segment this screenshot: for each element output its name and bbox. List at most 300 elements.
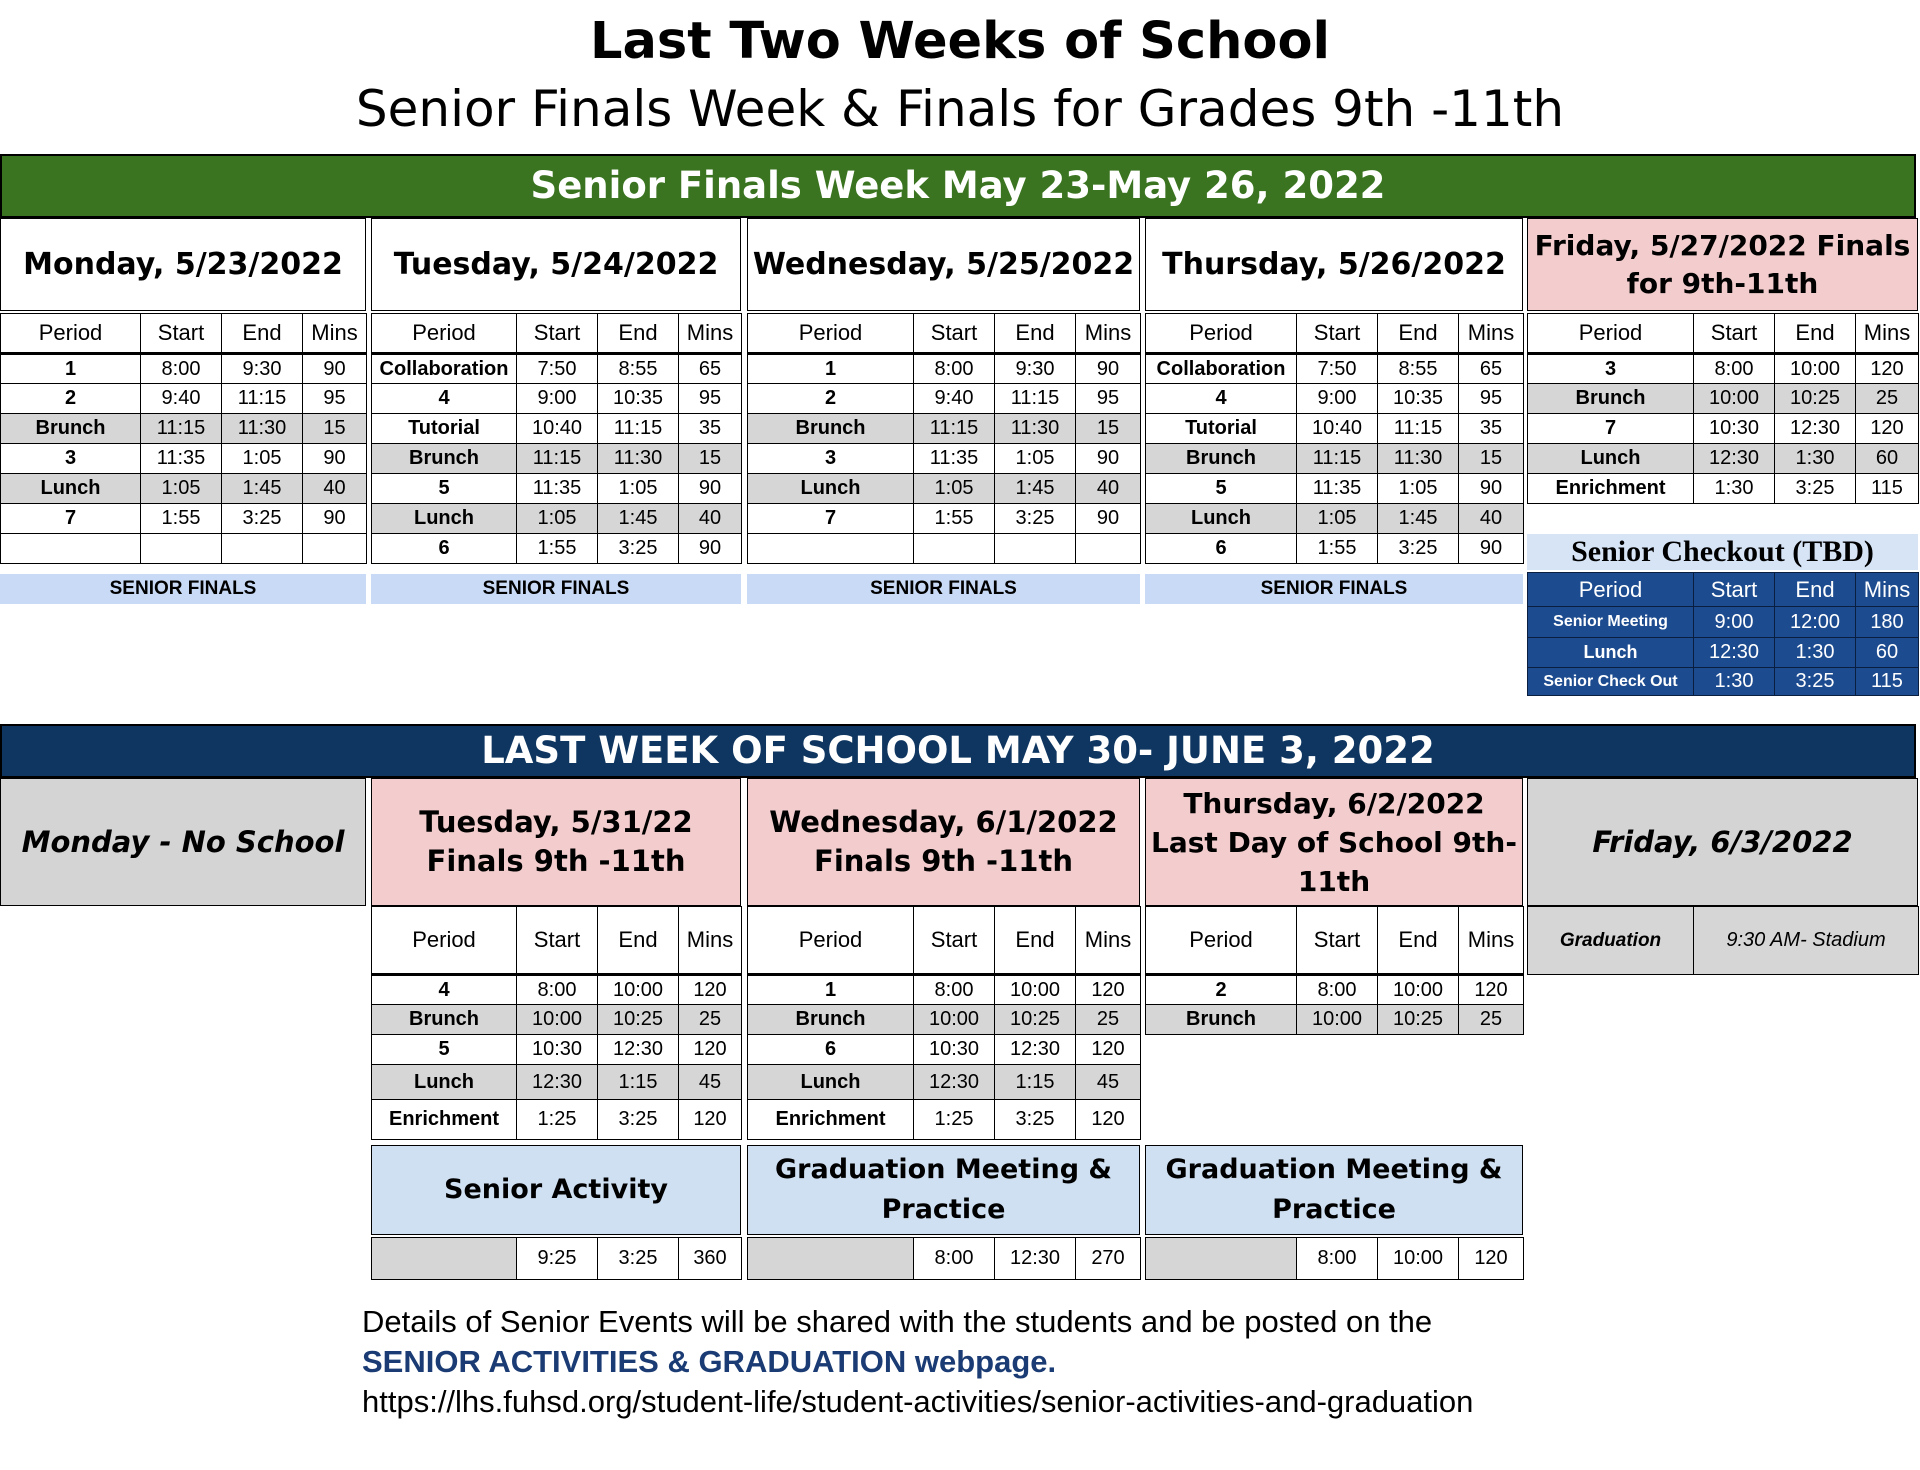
cell-start: 11:15 <box>1297 444 1378 474</box>
cell-period: 1 <box>748 354 914 384</box>
column-header-row <box>748 314 1141 354</box>
cell-end: 12:30 <box>598 1035 679 1065</box>
checkout-cell: Senior Meeting <box>1528 607 1694 638</box>
cell-period: Enrichment <box>748 1100 914 1140</box>
thursday-6-2-table <box>1145 906 1524 1035</box>
cell-period: 5 <box>372 1035 517 1065</box>
schedule-row <box>372 504 742 534</box>
schedule-row <box>1146 414 1524 444</box>
cell-mins: 65 <box>1459 354 1524 384</box>
cell-period: Enrichment <box>372 1100 517 1140</box>
cell-start: 1:55 <box>141 504 222 534</box>
cell-period: Brunch <box>372 444 517 474</box>
cell-mins: 40 <box>679 504 742 534</box>
cell-end: 1:45 <box>995 474 1076 504</box>
schedule-row <box>1146 504 1524 534</box>
cell-period: Collaboration <box>372 354 517 384</box>
cell-start: 9:40 <box>141 384 222 414</box>
cell-end: 11:15 <box>1378 414 1459 444</box>
wednesday-graduation-meeting-box <box>747 1145 1140 1235</box>
cell-end: 10:00 <box>598 975 679 1005</box>
cell-end: 1:05 <box>222 444 303 474</box>
cell-end: 10:35 <box>598 384 679 414</box>
cell-period: 2 <box>748 384 914 414</box>
cell-mins: 90 <box>303 354 367 384</box>
cell-period: Brunch <box>372 1005 517 1035</box>
cell-end: 3:25 <box>1378 534 1459 564</box>
col-header-mins: Mins <box>1856 314 1919 354</box>
cell-start: 8:00 <box>1694 354 1775 384</box>
thursday-5-26-header <box>1145 218 1523 311</box>
schedule-row <box>372 384 742 414</box>
activity-cell: 8:00 <box>1297 1238 1378 1280</box>
thursday-graduation-meeting-line1: Graduation Meeting & <box>1165 1154 1503 1185</box>
cell-period: Lunch <box>1528 444 1694 474</box>
cell-period <box>1 534 141 564</box>
cell-mins: 95 <box>1076 384 1141 414</box>
monday-senior-finals-label: SENIOR FINALS <box>0 574 366 604</box>
checkout-col-period: Period <box>1528 573 1694 607</box>
cell-end: 3:25 <box>598 534 679 564</box>
tuesday-senior-finals-label: SENIOR FINALS <box>371 574 741 604</box>
cell-start: 10:00 <box>517 1005 598 1035</box>
cell-start: 10:30 <box>517 1035 598 1065</box>
thursday-6-2-header <box>1145 778 1523 906</box>
cell-start: 11:35 <box>1297 474 1378 504</box>
cell-start: 1:05 <box>914 474 995 504</box>
cell-start: 8:00 <box>1297 975 1378 1005</box>
cell-period: Brunch <box>748 414 914 444</box>
schedule-row <box>1 414 367 444</box>
cell-start: 1:25 <box>914 1100 995 1140</box>
cell-period: 6 <box>372 534 517 564</box>
friday-5-27-header <box>1527 218 1918 311</box>
page-subtitle: Senior Finals Week & Finals for Grades 9th -11th <box>355 80 1565 138</box>
cell-period: Lunch <box>748 1065 914 1100</box>
activity-cell <box>748 1238 914 1280</box>
monday-no-school-header <box>0 778 366 906</box>
cell-mins: 15 <box>303 414 367 444</box>
cell-start: 8:00 <box>914 975 995 1005</box>
schedule-row <box>748 504 1141 534</box>
schedule-row <box>1528 444 1919 474</box>
cell-period: Lunch <box>1 474 141 504</box>
cell-end: 10:00 <box>1378 975 1459 1005</box>
thursday-5-26-table <box>1145 313 1524 564</box>
column-header-row <box>748 907 1141 975</box>
col-header-period: Period <box>372 314 517 354</box>
friday-6-3-title: Friday, 6/3/2022 <box>1592 825 1853 859</box>
cell-end: 3:25 <box>995 504 1076 534</box>
cell-mins: 95 <box>303 384 367 414</box>
schedule-row <box>372 354 742 384</box>
cell-mins: 60 <box>1856 444 1919 474</box>
cell-end: 12:30 <box>995 1035 1076 1065</box>
activity-cell: 12:30 <box>995 1238 1076 1280</box>
cell-end: 11:30 <box>598 444 679 474</box>
cell-mins: 120 <box>1856 414 1919 444</box>
cell-period: 7 <box>1528 414 1694 444</box>
cell-mins: 90 <box>679 534 742 564</box>
cell-start: 1:05 <box>1297 504 1378 534</box>
schedule-row <box>372 975 742 1005</box>
checkout-cell: 115 <box>1856 668 1919 696</box>
schedule-row <box>372 1100 742 1140</box>
monday-no-school-title: Monday - No School <box>21 825 345 859</box>
cell-start: 10:40 <box>1297 414 1378 444</box>
activity-cell: 270 <box>1076 1238 1141 1280</box>
cell-mins: 35 <box>1459 414 1524 444</box>
schedule-row <box>1 474 367 504</box>
wednesday-graduation-meeting-line1: Graduation Meeting & <box>775 1154 1112 1185</box>
col-header-end: End <box>1378 314 1459 354</box>
cell-start: 10:40 <box>517 414 598 444</box>
col-header-end: End <box>995 907 1076 975</box>
cell-mins: 90 <box>1076 504 1141 534</box>
schedule-row <box>1146 354 1524 384</box>
cell-mins: 15 <box>1076 414 1141 444</box>
cell-mins <box>303 534 367 564</box>
cell-end: 11:15 <box>598 414 679 444</box>
cell-mins <box>1076 534 1141 564</box>
cell-end: 10:25 <box>1775 384 1856 414</box>
cell-mins: 40 <box>303 474 367 504</box>
col-header-start: Start <box>1694 314 1775 354</box>
cell-period: 6 <box>748 1035 914 1065</box>
cell-mins: 95 <box>679 384 742 414</box>
cell-end: 10:25 <box>598 1005 679 1035</box>
col-header-mins: Mins <box>1459 907 1524 975</box>
col-header-period: Period <box>1146 314 1297 354</box>
schedule-row <box>1146 975 1524 1005</box>
col-header-start: Start <box>914 314 995 354</box>
cell-mins: 25 <box>679 1005 742 1035</box>
activity-cell: 360 <box>679 1238 742 1280</box>
cell-start: 12:30 <box>517 1065 598 1100</box>
cell-start: 1:55 <box>914 504 995 534</box>
checkout-row <box>1528 668 1919 696</box>
col-header-start: Start <box>1297 907 1378 975</box>
cell-start <box>141 534 222 564</box>
schedule-row <box>1528 474 1919 504</box>
wednesday-senior-finals-label: SENIOR FINALS <box>747 574 1140 604</box>
schedule-row <box>1528 354 1919 384</box>
activity-cell: 9:25 <box>517 1238 598 1280</box>
col-header-period: Period <box>1146 907 1297 975</box>
cell-start: 8:00 <box>141 354 222 384</box>
schedule-row <box>748 1065 1141 1100</box>
cell-mins: 25 <box>1856 384 1919 414</box>
schedule-row <box>372 534 742 564</box>
activity-cell: 120 <box>1459 1238 1524 1280</box>
schedule-row <box>748 534 1141 564</box>
thursday-graduation-meeting-box <box>1145 1145 1523 1235</box>
wednesday-6-1-title-line2: Finals 9th -11th <box>814 844 1073 878</box>
cell-period: Lunch <box>1146 504 1297 534</box>
cell-period: 4 <box>372 975 517 1005</box>
friday-6-3-header <box>1527 778 1918 906</box>
wednesday-graduation-meeting-line2: Practice <box>881 1194 1006 1225</box>
friday-5-27-title-line1: Friday, 5/27/2022 Finals <box>1534 228 1911 262</box>
schedule-row <box>1146 1005 1524 1035</box>
monday-5-23-table <box>0 313 367 564</box>
cell-mins: 45 <box>1076 1065 1141 1100</box>
footer-url[interactable]: https://lhs.fuhsd.org/student-life/student-activities/senior-activities-and-graduation <box>362 1384 1474 1419</box>
checkout-cell: Lunch <box>1528 638 1694 668</box>
checkout-col-start: Start <box>1694 573 1775 607</box>
checkout-cell: 180 <box>1856 607 1919 638</box>
cell-start: 8:00 <box>517 975 598 1005</box>
col-header-end: End <box>1378 907 1459 975</box>
cell-start: 9:40 <box>914 384 995 414</box>
cell-start: 10:30 <box>914 1035 995 1065</box>
col-header-start: Start <box>914 907 995 975</box>
checkout-cell: 3:25 <box>1775 668 1856 696</box>
cell-end: 11:30 <box>1378 444 1459 474</box>
cell-period: Tutorial <box>372 414 517 444</box>
activity-cell: 8:00 <box>914 1238 995 1280</box>
cell-period: Enrichment <box>1528 474 1694 504</box>
cell-mins: 65 <box>679 354 742 384</box>
checkout-cell: 60 <box>1856 638 1919 668</box>
checkout-cell: 9:00 <box>1694 607 1775 638</box>
cell-mins: 15 <box>679 444 742 474</box>
cell-mins: 120 <box>1459 975 1524 1005</box>
cell-mins: 115 <box>1856 474 1919 504</box>
graduation-label: Graduation <box>1528 907 1694 975</box>
senior-checkout-table <box>1527 572 1919 696</box>
cell-end: 11:15 <box>222 384 303 414</box>
cell-mins: 90 <box>1076 354 1141 384</box>
col-header-end: End <box>222 314 303 354</box>
cell-start: 7:50 <box>517 354 598 384</box>
senior-activities-link[interactable]: SENIOR ACTIVITIES & GRADUATION webpage. <box>362 1344 1057 1379</box>
cell-period: Lunch <box>372 1065 517 1100</box>
col-header-end: End <box>995 314 1076 354</box>
page-title: Last Two Weeks of School <box>590 12 1330 71</box>
cell-mins: 90 <box>679 474 742 504</box>
friday-graduation-table <box>1527 906 1919 975</box>
cell-end: 3:25 <box>598 1100 679 1140</box>
thursday-5-26-title: Thursday, 5/26/2022 <box>1162 247 1506 282</box>
cell-period: Tutorial <box>1146 414 1297 444</box>
senior-activity-box <box>371 1145 741 1235</box>
cell-period: 5 <box>1146 474 1297 504</box>
col-header-end: End <box>598 314 679 354</box>
cell-end <box>222 534 303 564</box>
cell-end: 10:25 <box>1378 1005 1459 1035</box>
cell-start: 10:00 <box>1694 384 1775 414</box>
cell-mins: 25 <box>1076 1005 1141 1035</box>
cell-period: Brunch <box>748 1005 914 1035</box>
cell-end <box>995 534 1076 564</box>
checkout-col-end: End <box>1775 573 1856 607</box>
senior-finals-week-banner: Senior Finals Week May 23-May 26, 2022 <box>0 154 1916 218</box>
cell-end: 8:55 <box>598 354 679 384</box>
col-header-mins: Mins <box>679 314 742 354</box>
cell-mins: 15 <box>1459 444 1524 474</box>
schedule-row <box>372 1035 742 1065</box>
cell-start: 11:35 <box>141 444 222 474</box>
cell-start: 1:05 <box>517 504 598 534</box>
cell-period: 7 <box>1 504 141 534</box>
cell-start: 12:30 <box>914 1065 995 1100</box>
last-week-of-school-banner: LAST WEEK OF SCHOOL MAY 30- JUNE 3, 2022 <box>0 724 1916 778</box>
checkout-cell: 1:30 <box>1694 668 1775 696</box>
column-header-row <box>1146 314 1524 354</box>
col-header-end: End <box>1775 314 1856 354</box>
cell-end: 10:00 <box>995 975 1076 1005</box>
cell-mins: 120 <box>1076 1035 1141 1065</box>
schedule-row <box>1146 384 1524 414</box>
col-header-mins: Mins <box>1459 314 1524 354</box>
schedule-row <box>1 504 367 534</box>
cell-end: 1:30 <box>1775 444 1856 474</box>
cell-start: 9:00 <box>517 384 598 414</box>
checkout-cell: 12:00 <box>1775 607 1856 638</box>
cell-period: Brunch <box>1 414 141 444</box>
thursday-senior-finals-label: SENIOR FINALS <box>1145 574 1523 604</box>
senior-activity-label: Senior Activity <box>444 1174 668 1205</box>
wednesday-5-25-table <box>747 313 1141 564</box>
schedule-row <box>748 975 1141 1005</box>
cell-end: 1:45 <box>1378 504 1459 534</box>
cell-start: 1:25 <box>517 1100 598 1140</box>
cell-end: 1:45 <box>222 474 303 504</box>
cell-start: 8:00 <box>914 354 995 384</box>
cell-end: 1:15 <box>598 1065 679 1100</box>
checkout-col-mins: Mins <box>1856 573 1919 607</box>
schedule-row <box>748 444 1141 474</box>
cell-mins: 90 <box>1459 534 1524 564</box>
cell-start: 11:15 <box>914 414 995 444</box>
cell-start: 1:05 <box>141 474 222 504</box>
cell-end: 1:05 <box>598 474 679 504</box>
schedule-row <box>1146 444 1524 474</box>
cell-end: 11:30 <box>995 414 1076 444</box>
tuesday-5-31-title-line2: Finals 9th -11th <box>426 844 686 878</box>
schedule-row <box>1146 474 1524 504</box>
cell-mins: 120 <box>1856 354 1919 384</box>
wednesday-5-25-header <box>747 218 1140 311</box>
col-header-mins: Mins <box>1076 314 1141 354</box>
cell-period: Brunch <box>1146 444 1297 474</box>
checkout-cell: 1:30 <box>1775 638 1856 668</box>
activity-cell <box>372 1238 517 1280</box>
monday-5-23-header <box>0 218 366 311</box>
schedule-row <box>1528 384 1919 414</box>
cell-start: 11:15 <box>141 414 222 444</box>
cell-period: 4 <box>1146 384 1297 414</box>
cell-start: 11:35 <box>517 474 598 504</box>
wednesday-6-1-title-line1: Wednesday, 6/1/2022 <box>769 805 1118 839</box>
cell-start: 11:15 <box>517 444 598 474</box>
thursday-graduation-meeting-line2: Practice <box>1272 1194 1396 1225</box>
cell-end: 3:25 <box>995 1100 1076 1140</box>
schedule-row <box>372 474 742 504</box>
schedule-row <box>748 414 1141 444</box>
thursday-6-2-title-line1: Thursday, 6/2/2022 <box>1183 786 1485 820</box>
checkout-cell: 12:30 <box>1694 638 1775 668</box>
cell-start: 10:30 <box>1694 414 1775 444</box>
cell-mins: 120 <box>679 1035 742 1065</box>
cell-period: Lunch <box>748 474 914 504</box>
col-header-period: Period <box>748 907 914 975</box>
cell-period: 4 <box>372 384 517 414</box>
cell-mins: 45 <box>679 1065 742 1100</box>
cell-period: 2 <box>1 384 141 414</box>
col-header-mins: Mins <box>679 907 742 975</box>
col-header-start: Start <box>141 314 222 354</box>
schedule-row <box>372 1065 742 1100</box>
cell-end: 1:15 <box>995 1065 1076 1100</box>
senior-checkout-title: Senior Checkout (TBD) <box>1527 534 1918 570</box>
col-header-end: End <box>598 907 679 975</box>
tuesday-5-24-header <box>371 218 741 311</box>
schedule-row <box>372 444 742 474</box>
footer-details-text: Details of Senior Events will be shared with the students and be posted on the <box>362 1304 1433 1339</box>
cell-mins: 40 <box>1076 474 1141 504</box>
column-header-row <box>1146 907 1524 975</box>
cell-period: Brunch <box>1146 1005 1297 1035</box>
tuesday-5-24-table <box>371 313 742 564</box>
cell-end: 10:00 <box>1775 354 1856 384</box>
cell-period: 3 <box>1528 354 1694 384</box>
cell-mins: 120 <box>679 975 742 1005</box>
cell-mins: 90 <box>303 504 367 534</box>
thursday-graduation-time-row <box>1145 1237 1524 1280</box>
cell-mins: 40 <box>1459 504 1524 534</box>
schedule-row <box>748 1035 1141 1065</box>
column-header-row <box>372 907 742 975</box>
monday-5-23-title: Monday, 5/23/2022 <box>23 247 343 282</box>
cell-period: 3 <box>1 444 141 474</box>
tuesday-5-31-title-line1: Tuesday, 5/31/22 <box>419 805 693 839</box>
schedule-row <box>372 1005 742 1035</box>
activity-cell <box>1146 1238 1297 1280</box>
friday-5-27-table <box>1527 313 1919 504</box>
column-header-row <box>372 314 742 354</box>
tuesday-5-31-header <box>371 778 741 906</box>
tuesday-5-24-title: Tuesday, 5/24/2022 <box>393 247 719 282</box>
col-header-mins: Mins <box>303 314 367 354</box>
schedule-row <box>1146 534 1524 564</box>
cell-start: 10:00 <box>1297 1005 1378 1035</box>
col-header-start: Start <box>517 314 598 354</box>
cell-start: 12:30 <box>1694 444 1775 474</box>
cell-mins: 120 <box>1076 1100 1141 1140</box>
cell-period: Collaboration <box>1146 354 1297 384</box>
schedule-row <box>748 1005 1141 1035</box>
cell-mins: 90 <box>1076 444 1141 474</box>
cell-start: 1:30 <box>1694 474 1775 504</box>
cell-end: 10:25 <box>995 1005 1076 1035</box>
schedule-row <box>1 354 367 384</box>
schedule-row <box>1 534 367 564</box>
cell-mins: 120 <box>679 1100 742 1140</box>
cell-period <box>748 534 914 564</box>
cell-end: 12:30 <box>1775 414 1856 444</box>
schedule-row <box>1 444 367 474</box>
wednesday-6-1-table <box>747 906 1141 1140</box>
col-header-period: Period <box>1 314 141 354</box>
cell-start: 7:50 <box>1297 354 1378 384</box>
cell-period: 1 <box>1 354 141 384</box>
cell-period: 6 <box>1146 534 1297 564</box>
thursday-6-2-title-line2: Last Day of School 9th-11th <box>1151 825 1517 898</box>
cell-end: 3:25 <box>222 504 303 534</box>
cell-end: 1:05 <box>1378 474 1459 504</box>
